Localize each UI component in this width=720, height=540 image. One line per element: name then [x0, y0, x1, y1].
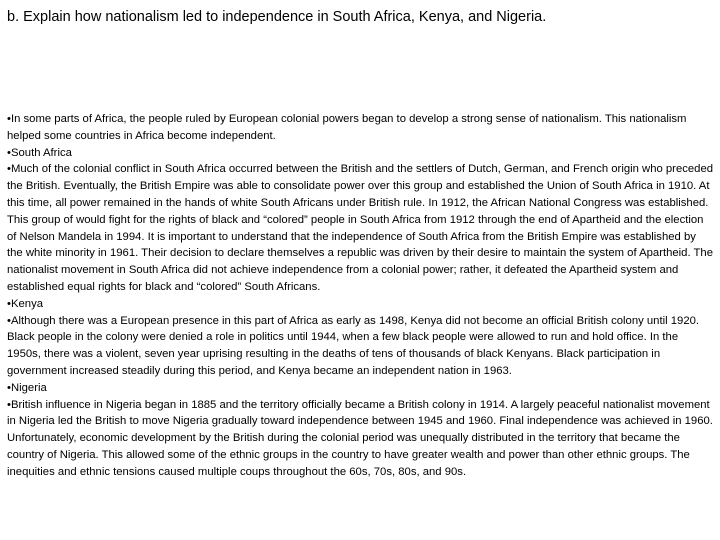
paragraph-text: British influence in Nigeria began in 1885 and the territory officially became a British colony in 1914. A largely peaceful nationalist movement in Nigeria led the British to move Nigeria gradually toward independence between 1945 and 1960. Final independence was achieved in 1960. Unfortunately, economic development by the British during the colonial period was unequally distributed in the territory that became the country of Nigeria. This allowed some of the ethnic groups in the country to have greater wealth and power than other ethnic groups. The inequities and ethnic tensions caused multiple coups throughout the 60s, 70s, 80s, and 90s. — [7, 398, 713, 478]
heading-kenya — [7, 296, 713, 313]
paragraph-south-africa — [7, 161, 713, 295]
slide-body — [7, 111, 713, 481]
bullet-icon: • — [7, 146, 11, 159]
paragraph-text: Kenya — [10, 297, 44, 310]
paragraph-intro — [7, 111, 713, 145]
heading-nigeria — [7, 380, 713, 397]
paragraph-text: Nigeria — [10, 381, 47, 394]
bullet-icon: • — [7, 113, 11, 125]
paragraph-text: In some parts of Africa, the people ruled by European colonial powers began to develop a strong sense of nationalism. This nationalism helped some countries in Africa become independent. — [7, 113, 687, 142]
paragraph-text: Although there was a European presence in this part of Africa as early as 1498, Kenya did not become an official British colony until 1920. Black people in the colony were denied a role in politics until 1944, when a few black people were allowed to run and hold office. In the 1950s, there was a violent, seven year uprising resulting in the deaths of tens of thousands of black Kenyans. Black participation in government increased steadily during this period, and Kenya became an independent nation in 1963. — [7, 314, 700, 377]
slide-title: b. Explain how nationalism led to independence in South Africa, Kenya, and Nigeria. — [7, 9, 547, 25]
bullet-icon: • — [7, 314, 11, 327]
bullet-icon: • — [7, 297, 11, 310]
bullet-icon: • — [7, 163, 11, 176]
bullet-icon: • — [7, 398, 11, 411]
paragraph-text: Much of the colonial conflict in South Africa occurred between the British and the settlers of Dutch, German, and French origin who preceded the British. Eventually, the British Empire was able to consolidate power over this group and established the Union of South Africa in 1910. At this time, all power remained in the hands of white South Africans under British rule. In 1912, the African National Congress was established. This group of would fight for the rights of black and “colored” people in South Africa from 1912 through the end of Apartheid and the election of Nelson Mandela in 1994. It is important to understand that the independence of South Africa from the British Empire was established by the white minority in 1961. Their decision to declare themselves a republic was driven by their desire to maintain the system of Apartheid. The nationalist movement in South Africa did not achieve independence from a colonial power; rather, it defeated the Apartheid system and established equal rights for black and “colored” South Africans. — [7, 163, 714, 293]
paragraph-text: South Africa — [10, 146, 72, 159]
paragraph-kenya — [7, 313, 713, 380]
bullet-icon: • — [7, 381, 11, 394]
heading-south-africa — [7, 145, 713, 162]
paragraph-nigeria — [7, 397, 713, 481]
